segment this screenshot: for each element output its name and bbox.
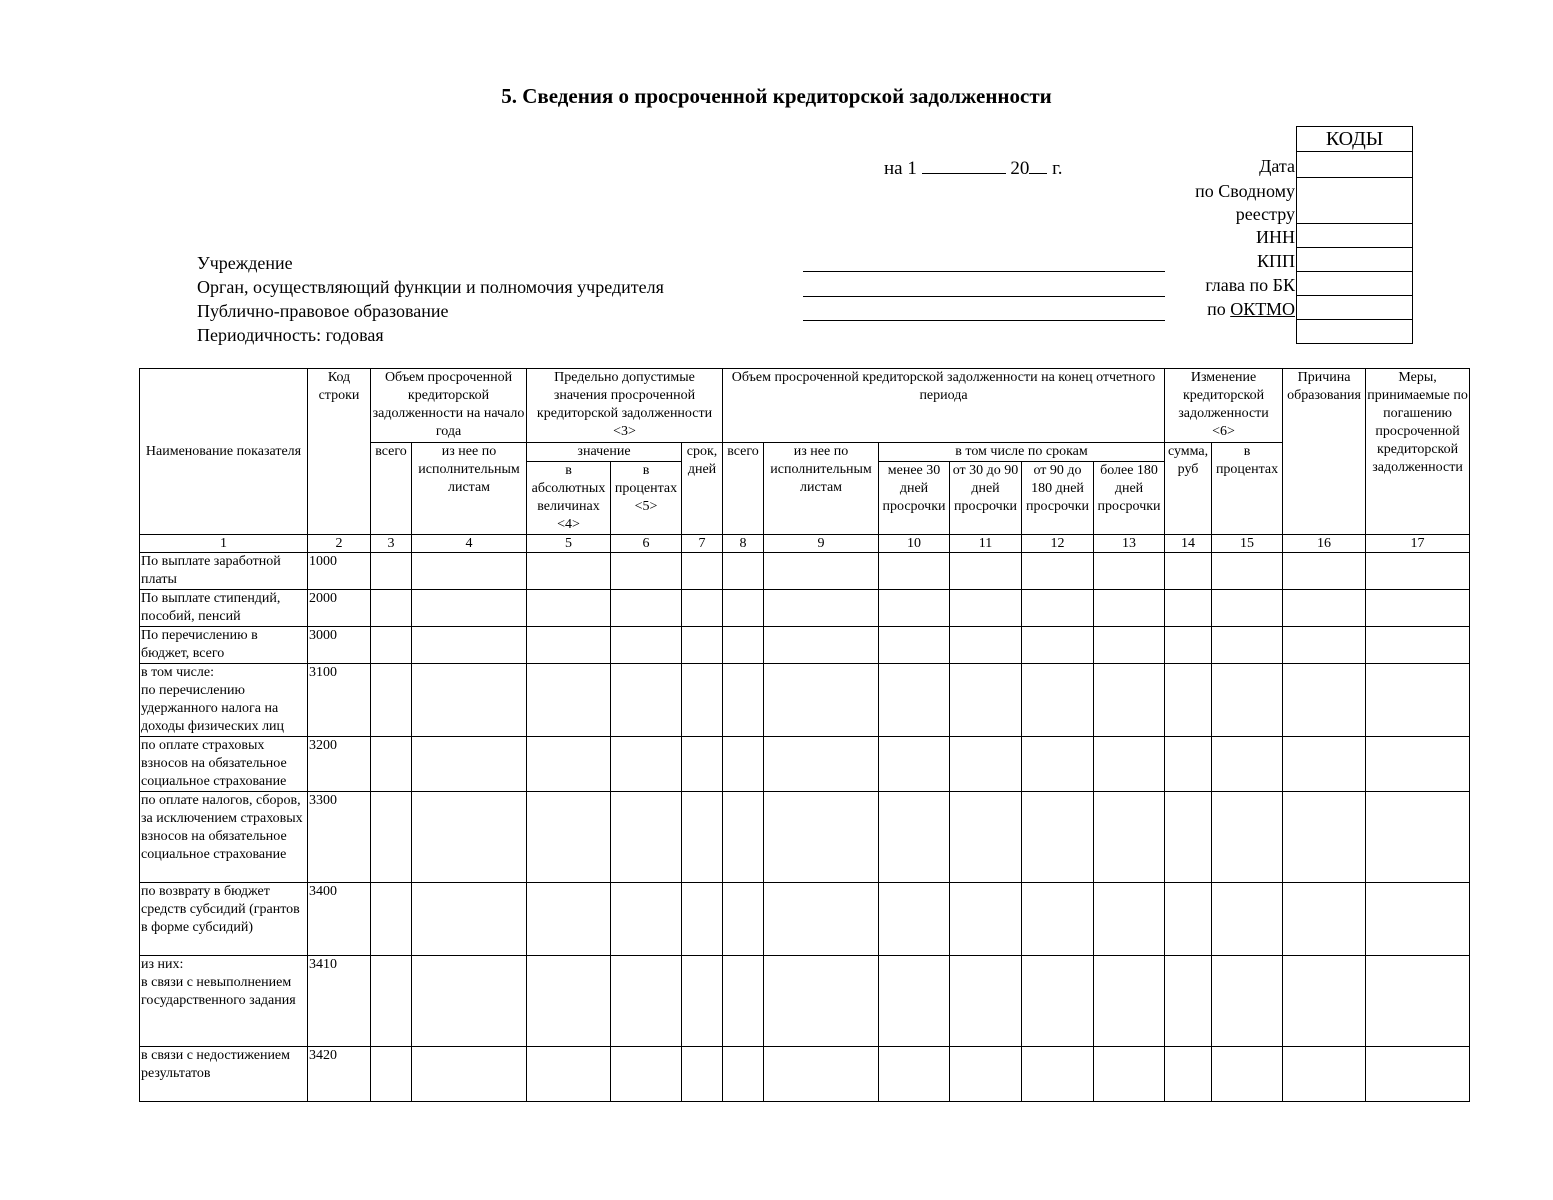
data-cell[interactable]	[764, 956, 879, 1047]
code-cell-registry	[1297, 178, 1412, 224]
data-cell[interactable]	[1022, 792, 1094, 883]
label-date: Дата	[1259, 156, 1295, 176]
year-suffix: г.	[1052, 158, 1063, 179]
data-cell[interactable]	[1366, 590, 1470, 627]
data-cell[interactable]	[1212, 627, 1283, 664]
col-num: 4	[412, 535, 527, 553]
data-cell[interactable]	[879, 590, 950, 627]
code-cell-date	[1297, 152, 1412, 178]
data-cell[interactable]	[527, 883, 611, 956]
col-num: 14	[1165, 535, 1212, 553]
header-total: всего	[371, 443, 412, 535]
data-cell[interactable]	[1094, 956, 1165, 1047]
header-overdue-end: Объем просроченной кредиторской задолженности на конец отчетного периода	[723, 369, 1165, 443]
data-cell[interactable]	[1165, 590, 1212, 627]
col-num: 15	[1212, 535, 1283, 553]
data-cell[interactable]	[1212, 792, 1283, 883]
data-cell[interactable]	[682, 1047, 723, 1102]
institution-line	[803, 271, 1165, 272]
data-cell[interactable]	[879, 553, 950, 590]
data-cell[interactable]	[1212, 956, 1283, 1047]
label-registry-2: реестру	[1235, 204, 1295, 224]
header-term-days: срок, дней	[682, 443, 723, 535]
data-cell[interactable]	[1094, 737, 1165, 792]
data-cell[interactable]	[1094, 1047, 1165, 1102]
data-cell[interactable]	[879, 1047, 950, 1102]
data-cell[interactable]	[611, 956, 682, 1047]
report-date	[884, 155, 1063, 180]
row-name: по оплате налогов, сборов, за исключением страховых взносов на обязательное социальное страхование	[140, 792, 308, 883]
data-cell[interactable]	[527, 737, 611, 792]
data-cell[interactable]	[879, 737, 950, 792]
overdue-debt-table	[139, 368, 1470, 1102]
header-reason: Причина образования	[1283, 369, 1366, 535]
data-cell[interactable]	[950, 1047, 1022, 1102]
data-cell[interactable]	[764, 792, 879, 883]
data-cell[interactable]	[1366, 627, 1470, 664]
field-periodicity: Периодичность: годовая	[197, 325, 384, 345]
data-cell[interactable]	[527, 553, 611, 590]
data-cell[interactable]	[682, 956, 723, 1047]
data-cell[interactable]	[879, 792, 950, 883]
year-prefix: 20	[1010, 158, 1030, 179]
row-code: 3410	[308, 956, 371, 1047]
data-cell[interactable]	[1366, 664, 1470, 737]
data-cell[interactable]	[527, 792, 611, 883]
data-cell[interactable]	[611, 553, 682, 590]
data-cell[interactable]	[412, 956, 527, 1047]
code-cell-period	[1297, 320, 1412, 343]
data-cell[interactable]	[1094, 590, 1165, 627]
data-cell[interactable]	[723, 737, 764, 792]
row-code: 3400	[308, 883, 371, 956]
data-cell[interactable]	[764, 627, 879, 664]
data-cell[interactable]	[764, 590, 879, 627]
data-cell[interactable]	[950, 792, 1022, 883]
row-code: 3100	[308, 664, 371, 737]
data-cell[interactable]	[764, 664, 879, 737]
data-cell[interactable]	[611, 737, 682, 792]
data-cell[interactable]	[723, 627, 764, 664]
codes-header: КОДЫ	[1297, 127, 1412, 152]
data-cell[interactable]	[1366, 883, 1470, 956]
page-title: 5. Сведения о просроченной кредиторской задолженности	[501, 84, 1052, 108]
data-cell[interactable]	[1094, 553, 1165, 590]
data-cell[interactable]	[1283, 956, 1366, 1047]
data-cell[interactable]	[371, 627, 412, 664]
data-cell[interactable]	[371, 664, 412, 737]
data-cell[interactable]	[1165, 956, 1212, 1047]
row-name: По перечислению в бюджет, всего	[140, 627, 308, 664]
data-cell[interactable]	[1022, 553, 1094, 590]
data-cell[interactable]	[1165, 553, 1212, 590]
code-cell-inn	[1297, 224, 1412, 248]
header-90-180: от 90 до 180 дней просрочки	[1022, 462, 1094, 535]
data-cell[interactable]	[527, 664, 611, 737]
label-registry-1: по Сводному	[1195, 181, 1295, 201]
data-cell[interactable]	[1165, 627, 1212, 664]
table-row	[140, 956, 1470, 1047]
header-by-terms: в том числе по срокам	[879, 443, 1165, 462]
data-cell[interactable]	[527, 590, 611, 627]
col-num: 7	[682, 535, 723, 553]
table-row	[140, 553, 1470, 590]
header-gt180: более 180 дней просрочки	[1094, 462, 1165, 535]
data-cell[interactable]	[682, 627, 723, 664]
data-cell[interactable]	[1366, 737, 1470, 792]
data-cell[interactable]	[723, 883, 764, 956]
data-cell[interactable]	[1366, 792, 1470, 883]
data-cell[interactable]	[527, 956, 611, 1047]
data-cell[interactable]	[1094, 627, 1165, 664]
header-overdue-start: Объем просроченной кредиторской задолженности на начало года	[371, 369, 527, 443]
data-cell[interactable]	[527, 1047, 611, 1102]
data-cell[interactable]	[611, 590, 682, 627]
row-code: 1000	[308, 553, 371, 590]
code-cell-kpp	[1297, 248, 1412, 272]
data-cell[interactable]	[682, 792, 723, 883]
data-cell[interactable]	[611, 627, 682, 664]
data-cell[interactable]	[412, 664, 527, 737]
data-cell[interactable]	[950, 590, 1022, 627]
data-cell[interactable]	[611, 664, 682, 737]
data-cell[interactable]	[682, 883, 723, 956]
col-num: 12	[1022, 535, 1094, 553]
data-cell[interactable]	[371, 737, 412, 792]
data-cell[interactable]	[1165, 1047, 1212, 1102]
row-name: По выплате заработной платы	[140, 553, 308, 590]
row-name: по оплате страховых взносов на обязательное социальное страхование	[140, 737, 308, 792]
header-absolute: в абсолютных величинах <4>	[527, 462, 611, 535]
header-measures: Меры, принимаемые по погашению просроченной кредиторской задолженности	[1366, 369, 1470, 535]
row-code: 3000	[308, 627, 371, 664]
row-code: 3300	[308, 792, 371, 883]
data-cell[interactable]	[611, 792, 682, 883]
data-cell[interactable]	[412, 553, 527, 590]
field-institution: Учреждение	[197, 253, 293, 273]
data-cell[interactable]	[764, 553, 879, 590]
data-cell[interactable]	[412, 792, 527, 883]
year-blank	[1029, 155, 1047, 174]
data-cell[interactable]	[1165, 664, 1212, 737]
data-cell[interactable]	[371, 1047, 412, 1102]
label-inn: ИНН	[1256, 227, 1295, 247]
data-cell[interactable]	[1212, 1047, 1283, 1102]
header-exec-lists-end: из нее по исполнительным листам	[764, 443, 879, 535]
code-cell-oktmo	[1297, 296, 1412, 320]
data-cell[interactable]	[950, 956, 1022, 1047]
table-row	[140, 664, 1470, 737]
header-change: Изменение кредиторской задолженности <6>	[1165, 369, 1283, 443]
data-cell[interactable]	[412, 590, 527, 627]
data-cell[interactable]	[950, 664, 1022, 737]
col-num: 8	[723, 535, 764, 553]
col-num: 11	[950, 535, 1022, 553]
data-cell[interactable]	[611, 1047, 682, 1102]
data-cell[interactable]	[412, 737, 527, 792]
data-cell[interactable]	[1283, 883, 1366, 956]
data-cell[interactable]	[527, 627, 611, 664]
data-cell[interactable]	[1366, 1047, 1470, 1102]
data-cell[interactable]	[1022, 737, 1094, 792]
row-name: из них: в связи с невыполнением государственного задания	[140, 956, 308, 1047]
data-cell[interactable]	[1283, 664, 1366, 737]
table-row	[140, 627, 1470, 664]
org-fields	[197, 251, 664, 347]
header-exec-lists: из нее по исполнительным листам	[412, 443, 527, 535]
code-cell-bk	[1297, 272, 1412, 296]
col-num: 17	[1366, 535, 1470, 553]
data-cell[interactable]	[682, 737, 723, 792]
data-cell[interactable]	[1212, 883, 1283, 956]
data-cell[interactable]	[611, 883, 682, 956]
data-cell[interactable]	[879, 883, 950, 956]
data-cell[interactable]	[723, 664, 764, 737]
data-cell[interactable]	[1165, 792, 1212, 883]
data-cell[interactable]	[1094, 883, 1165, 956]
col-num: 9	[764, 535, 879, 553]
data-cell[interactable]	[1022, 956, 1094, 1047]
col-num: 13	[1094, 535, 1165, 553]
data-cell[interactable]	[723, 956, 764, 1047]
data-cell[interactable]	[950, 737, 1022, 792]
data-cell[interactable]	[1022, 590, 1094, 627]
header-sum-rub: сумма, руб	[1165, 443, 1212, 535]
data-cell[interactable]	[764, 883, 879, 956]
data-cell[interactable]	[682, 590, 723, 627]
data-cell[interactable]	[879, 664, 950, 737]
data-cell[interactable]	[1283, 590, 1366, 627]
data-cell[interactable]	[879, 956, 950, 1047]
data-cell[interactable]	[1022, 1047, 1094, 1102]
data-cell[interactable]	[950, 627, 1022, 664]
data-cell[interactable]	[682, 553, 723, 590]
field-founder: Орган, осуществляющий функции и полномочия учредителя	[197, 277, 664, 297]
codes-box	[1296, 126, 1413, 344]
header-limit: Предельно допустимые значения просроченной кредиторской задолженности <3>	[527, 369, 723, 443]
data-cell[interactable]	[1094, 792, 1165, 883]
data-cell[interactable]	[412, 883, 527, 956]
data-cell[interactable]	[723, 792, 764, 883]
header-value: значение	[527, 443, 682, 462]
founder-line	[803, 296, 1165, 297]
col-num: 16	[1283, 535, 1366, 553]
data-cell[interactable]	[412, 627, 527, 664]
label-oktmo: по ОКТМО	[1207, 299, 1295, 319]
data-cell[interactable]	[682, 664, 723, 737]
data-cell[interactable]	[1094, 664, 1165, 737]
data-cell[interactable]	[1366, 553, 1470, 590]
col-num: 2	[308, 535, 371, 553]
data-cell[interactable]	[1283, 627, 1366, 664]
data-cell[interactable]	[879, 627, 950, 664]
public-entity-line	[803, 320, 1165, 321]
data-cell[interactable]	[371, 956, 412, 1047]
col-num: 1	[140, 535, 308, 553]
data-cell[interactable]	[950, 883, 1022, 956]
data-cell[interactable]	[1212, 737, 1283, 792]
header-total-end: всего	[723, 443, 764, 535]
data-cell[interactable]	[1212, 590, 1283, 627]
field-public-entity: Публично-правовое образование	[197, 301, 449, 321]
data-cell[interactable]	[723, 590, 764, 627]
header-30-90: от 30 до 90 дней просрочки	[950, 462, 1022, 535]
data-cell[interactable]	[1212, 664, 1283, 737]
row-name: по возврату в бюджет средств субсидий (грантов в форме субсидий)	[140, 883, 308, 956]
header-lt30: менее 30 дней просрочки	[879, 462, 950, 535]
table-row	[140, 1047, 1470, 1102]
column-numbers-row	[140, 535, 1470, 553]
data-cell[interactable]	[1283, 737, 1366, 792]
header-code: Код строки	[308, 369, 371, 535]
label-kpp: КПП	[1256, 251, 1295, 271]
data-cell[interactable]	[1022, 883, 1094, 956]
col-num: 6	[611, 535, 682, 553]
data-cell[interactable]	[1283, 1047, 1366, 1102]
row-name: в том числе: по перечислению удержанного налога на доходы физических лиц	[140, 664, 308, 737]
header-name: Наименование показателя	[140, 369, 308, 535]
col-num: 10	[879, 535, 950, 553]
data-cell[interactable]	[1022, 627, 1094, 664]
row-name: в связи с недостижением результатов	[140, 1047, 308, 1102]
table-row	[140, 737, 1470, 792]
data-cell[interactable]	[950, 553, 1022, 590]
period-prefix: на 1	[884, 158, 917, 179]
data-cell[interactable]	[723, 1047, 764, 1102]
data-cell[interactable]	[1022, 664, 1094, 737]
data-cell[interactable]	[1283, 792, 1366, 883]
col-num: 3	[371, 535, 412, 553]
data-cell[interactable]	[1165, 737, 1212, 792]
data-cell[interactable]	[1283, 553, 1366, 590]
data-cell[interactable]	[371, 590, 412, 627]
data-cell[interactable]	[723, 553, 764, 590]
table-row	[140, 792, 1470, 883]
label-bk: глава по БК	[1205, 275, 1295, 295]
col-num: 5	[527, 535, 611, 553]
data-cell[interactable]	[412, 1047, 527, 1102]
table-row	[140, 590, 1470, 627]
data-cell[interactable]	[764, 737, 879, 792]
header-in-percent: в процентах	[1212, 443, 1283, 535]
data-cell[interactable]	[1165, 883, 1212, 956]
table-row	[140, 883, 1470, 956]
data-cell[interactable]	[1212, 553, 1283, 590]
data-cell[interactable]	[371, 792, 412, 883]
date-blank	[922, 155, 1006, 174]
data-cell[interactable]	[371, 553, 412, 590]
header-percent: в процентах <5>	[611, 462, 682, 535]
row-code: 3420	[308, 1047, 371, 1102]
data-cell[interactable]	[1366, 956, 1470, 1047]
row-code: 2000	[308, 590, 371, 627]
data-cell[interactable]	[764, 1047, 879, 1102]
row-name: По выплате стипендий, пособий, пенсий	[140, 590, 308, 627]
data-cell[interactable]	[371, 883, 412, 956]
row-code: 3200	[308, 737, 371, 792]
